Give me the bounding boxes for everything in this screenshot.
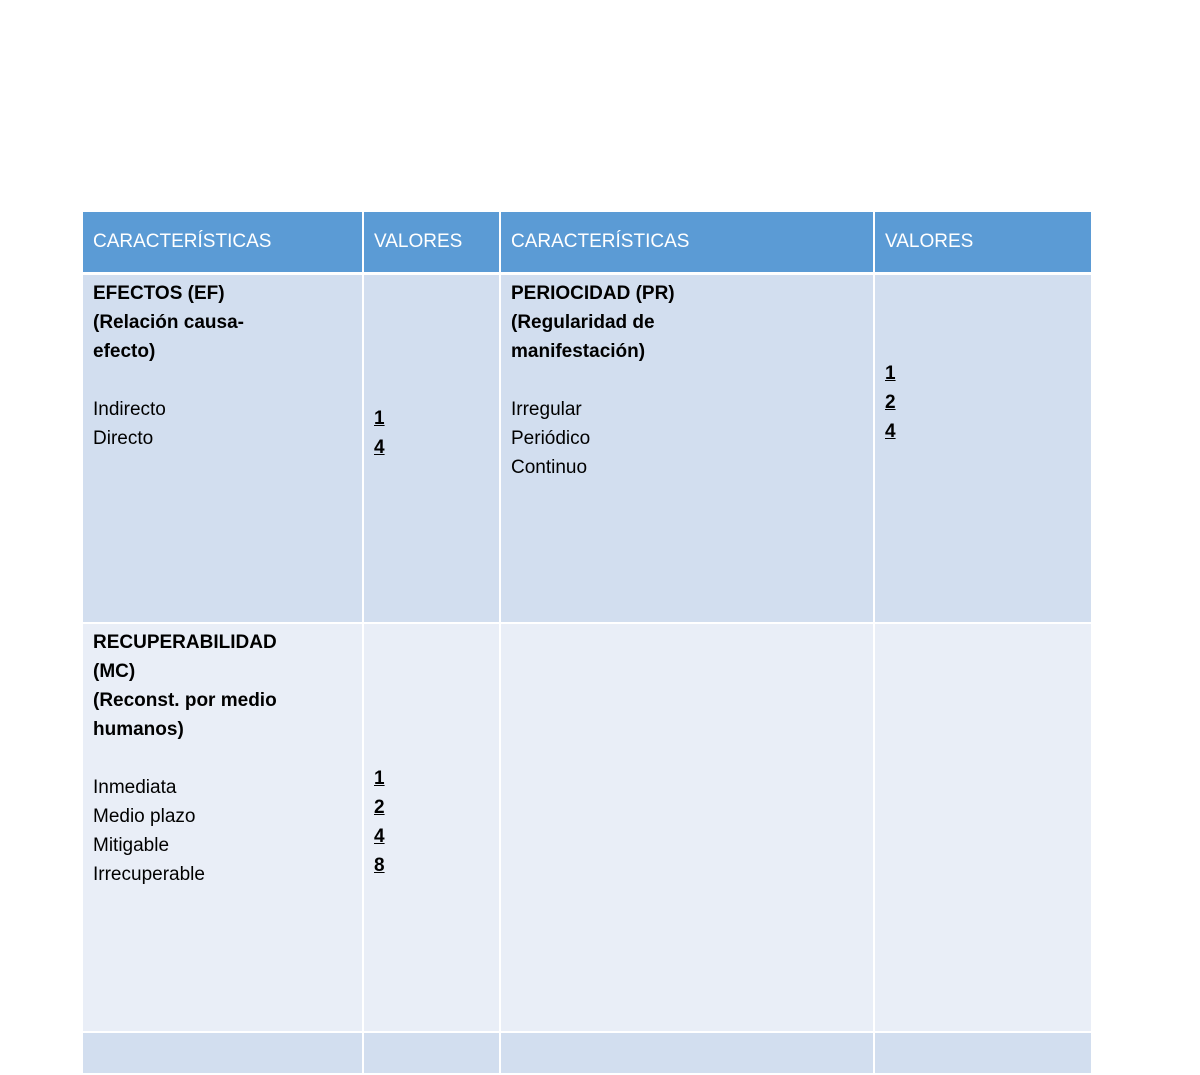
heading-line: humanos) xyxy=(93,719,184,740)
empty-cell xyxy=(500,1032,874,1074)
recuperabilidad-cell xyxy=(83,623,363,1032)
option-item: Irrecuperable xyxy=(93,864,205,885)
efectos-values xyxy=(374,404,489,462)
heading-line: (Relación causa- xyxy=(93,312,244,333)
periocidad-cell xyxy=(500,274,874,624)
efectos-heading xyxy=(93,279,352,366)
option-item: Directo xyxy=(93,428,154,449)
option-item: Medio plazo xyxy=(93,806,196,827)
option-item: Mitigable xyxy=(93,835,170,856)
periocidad-heading xyxy=(511,279,863,366)
value-item: 4 xyxy=(374,826,385,847)
efectos-options xyxy=(93,395,352,453)
value-item: 4 xyxy=(885,421,896,442)
characteristics-table xyxy=(83,212,1093,1075)
header-values-1: VALORES xyxy=(363,212,500,274)
recuperabilidad-values xyxy=(374,764,489,880)
periocidad-options xyxy=(511,395,863,482)
value-item: 1 xyxy=(885,363,896,384)
heading-line: EFECTOS (EF) xyxy=(93,283,225,304)
header-row xyxy=(83,212,1092,274)
value-item: 4 xyxy=(374,437,385,458)
option-item: Indirecto xyxy=(93,399,166,420)
table-row xyxy=(83,274,1092,624)
recuperabilidad-options xyxy=(93,773,352,889)
option-item: Irregular xyxy=(511,399,582,420)
heading-line: PERIOCIDAD (PR) xyxy=(511,283,675,304)
efectos-cell xyxy=(83,274,363,624)
recuperabilidad-heading xyxy=(93,628,352,744)
heading-line: (Regularidad de xyxy=(511,312,655,333)
table-row xyxy=(83,1032,1092,1074)
table-row xyxy=(83,623,1092,1032)
value-item: 2 xyxy=(374,797,385,818)
periocidad-values xyxy=(885,359,1081,446)
value-item: 8 xyxy=(374,855,385,876)
heading-line: efecto) xyxy=(93,341,156,362)
option-item: Continuo xyxy=(511,457,588,478)
option-item: Inmediata xyxy=(93,777,177,798)
heading-line: (MC) xyxy=(93,661,136,682)
value-item: 2 xyxy=(885,392,896,413)
empty-cell xyxy=(874,623,1092,1032)
heading-line: (Reconst. por medio xyxy=(93,690,277,711)
header-characteristics-1: CARACTERÍSTICAS xyxy=(83,212,363,274)
header-values-2: VALORES xyxy=(874,212,1092,274)
value-item: 1 xyxy=(374,768,385,789)
header-characteristics-2: CARACTERÍSTICAS xyxy=(500,212,874,274)
heading-line: RECUPERABILIDAD xyxy=(93,632,277,653)
efectos-values-cell xyxy=(363,274,500,624)
empty-cell xyxy=(500,623,874,1032)
option-item: Periódico xyxy=(511,428,591,449)
recuperabilidad-values-cell xyxy=(363,623,500,1032)
periocidad-values-cell xyxy=(874,274,1092,624)
empty-cell xyxy=(874,1032,1092,1074)
heading-line: manifestación) xyxy=(511,341,646,362)
empty-cell xyxy=(83,1032,363,1074)
value-item: 1 xyxy=(374,408,385,429)
empty-cell xyxy=(363,1032,500,1074)
